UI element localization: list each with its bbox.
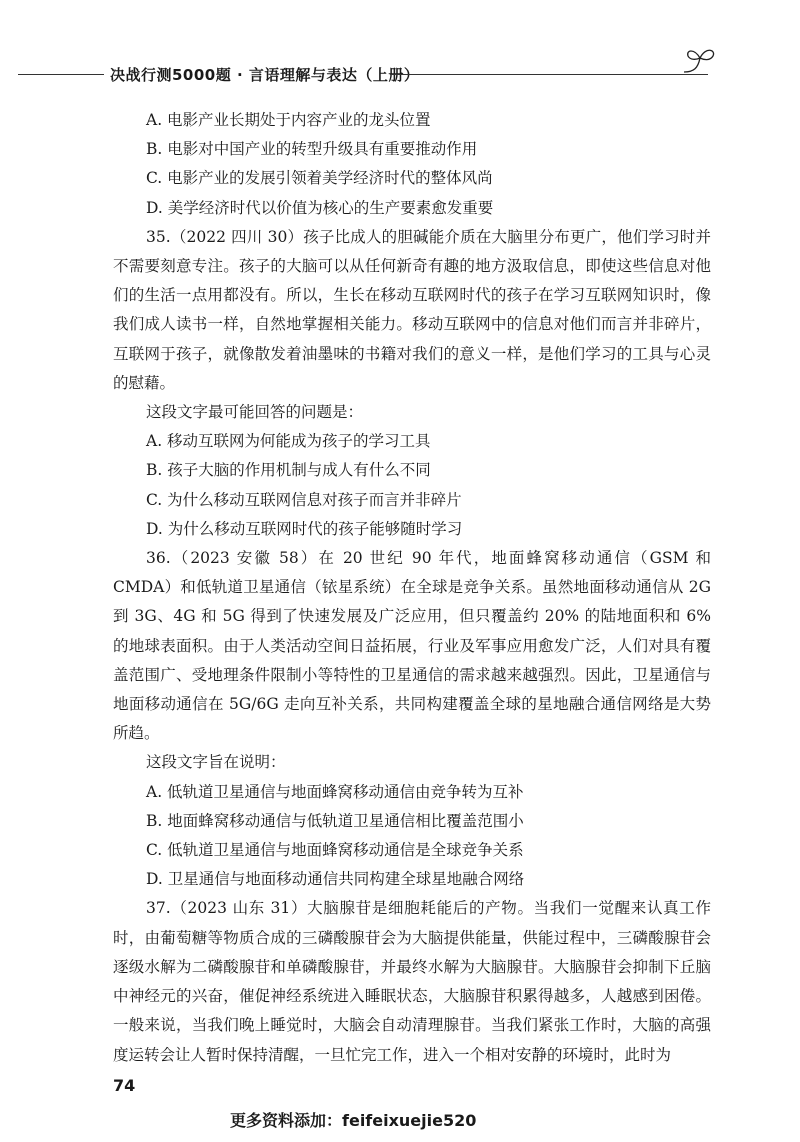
sprout-icon: [680, 44, 722, 80]
q35-option-a: A. 移动互联网为何能成为孩子的学习工具: [146, 432, 431, 451]
q34-option-d: D. 美学经济时代以价值为核心的生产要素愈发重要: [146, 198, 494, 217]
q37-passage: 37.（2023 山东 31）大脑腺苷是细胞耗能后的产物。当我们一觉醒来认真工作时，由葡萄糖等物质合成的三磷酸腺苷会为大脑提供能量，供能过程中，三磷酸腺苷会逐级水解为二磷酸腺苷和单磷酸腺苷，并最终水解为大脑腺苷。大脑腺苷会抑制下丘脑中神经元的兴奋，催促神经系统进入睡眠状态，大脑腺苷积累得越多，人越感到困倦。一般来说，当我们晚上睡觉时，大脑会自动清理腺苷。当我们紧张工作时，大脑的高强度运转会让人暂时保持清醒，一旦忙完工作，进入一个相对安静的环境时，此时为: [113, 899, 711, 1064]
header-rule-right: [390, 74, 708, 75]
q34-option-b: B. 电影对中国产业的转型升级具有重要推动作用: [146, 140, 478, 159]
q36-option-b: B. 地面蜂窝移动通信与低轨道卫星通信相比覆盖范围小: [146, 811, 524, 830]
header-rule-left: [18, 74, 104, 75]
running-header: [18, 60, 718, 90]
q34-option-c: C. 电影产业的发展引领着美学经济时代的整体风尚: [146, 169, 493, 188]
q35-option-c: C. 为什么移动互联网信息对孩子而言并非碎片: [146, 490, 462, 509]
q35-option-d: D. 为什么移动互联网时代的孩子能够随时学习: [146, 519, 463, 538]
q36-passage: 36.（2023 安徽 58）在 20 世纪 90 年代，地面蜂窝移动通信（GSM 和 CMDA）和低轨道卫星通信（铱星系统）在全球是竞争关系。虽然地面移动通信从 2G 到 3G、4G 和 5G 得到了快速发展及广泛应用，但只覆盖约 20% 的陆地面积和 6% 的地球表面积。由于人类活动空间日益拓展，行业及军事应用愈发广泛，人们对具有覆盖范围广、受地理条件限制小等特性的卫星通信的需求越来越强烈。因此，卫星通信与地面移动通信在 5G/6G 走向互补关系，共同构建覆盖全球的星地融合通信网络是大势所趋。: [113, 549, 711, 743]
q36-option-d: D. 卫星通信与地面移动通信共同构建全球星地融合网络: [146, 870, 525, 889]
q36-option-c: C. 低轨道卫星通信与地面蜂窝移动通信是全球竞争关系: [146, 841, 524, 860]
q36-option-a: A. 低轨道卫星通信与地面蜂窝移动通信由竞争转为互补: [146, 782, 524, 801]
q35-option-b: B. 孩子大脑的作用机制与成人有什么不同: [146, 461, 431, 480]
q35-passage: 35.（2022 四川 30）孩子比成人的胆碱能介质在大脑里分布更广，他们学习时并不需要刻意专注。孩子的大脑可以从任何新奇有趣的地方汲取信息，即使这些信息对他们的生活一点用都没有。所以，生长在移动互联网时代的孩子在学习互联网知识时，像我们成人读书一样，自然地掌握相关能力。移动互联网中的信息对他们而言并非碎片，互联网于孩子，就像散发着油墨味的书籍对我们的意义一样，是他们学习的工具与心灵的慰藉。: [113, 227, 711, 392]
book-title: 决战行测5000题 · 言语理解与表达（上册）: [110, 66, 420, 84]
page-content: [113, 106, 711, 1070]
page-number: 74: [113, 1076, 136, 1095]
footer-note: 更多资料添加：feifeixuejie520: [230, 1111, 477, 1130]
q35-prompt: 这段文字最可能回答的问题是：: [146, 403, 364, 422]
q34-option-a: A. 电影产业长期处于内容产业的龙头位置: [146, 111, 431, 129]
q36-prompt: 这段文字旨在说明：: [146, 753, 286, 772]
